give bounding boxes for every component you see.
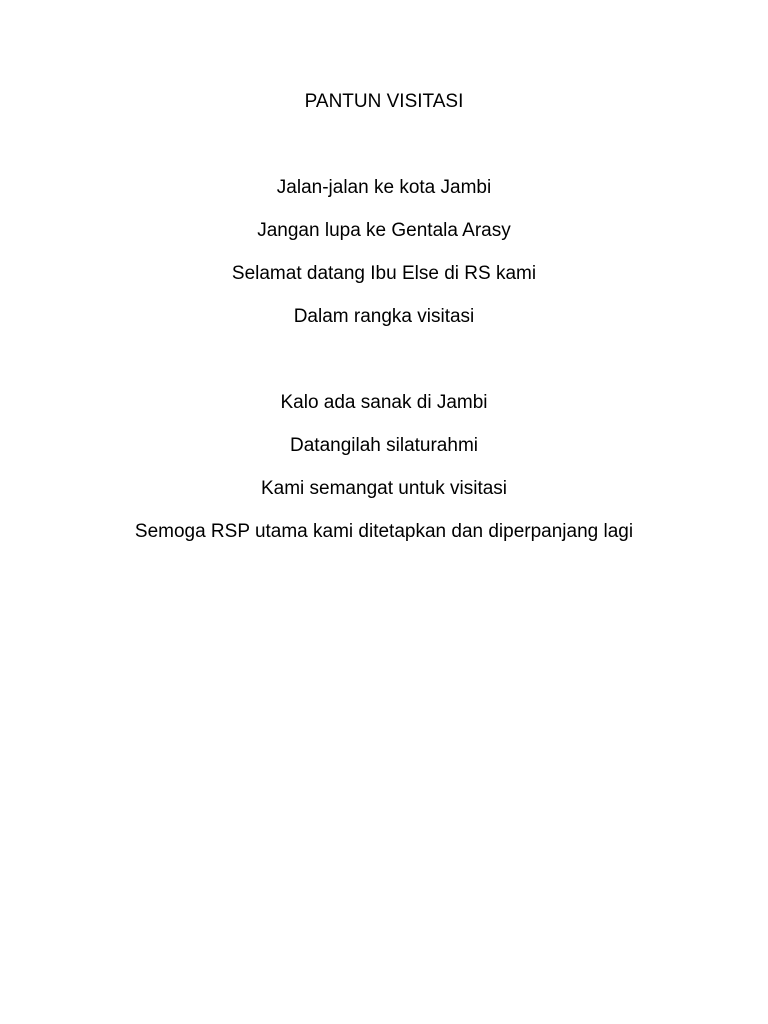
stanza-2-line-1: Kalo ada sanak di Jambi [280, 392, 488, 413]
stanza-1-line-4: Dalam rangka visitasi [293, 306, 475, 327]
stanza-1-line-2: Jangan lupa ke Gentala Arasy [257, 220, 511, 241]
stanza-2-line-3: Kami semangat untuk visitasi [260, 478, 508, 499]
stanza-1-line-1: Jalan-jalan ke kota Jambi [276, 177, 492, 198]
stanza-1-line-3: Selamat datang Ibu Else di RS kami [231, 263, 537, 284]
document-title: PANTUN VISITASI [304, 91, 464, 112]
stanza-2-line-2: Datangilah silaturahmi [290, 435, 478, 456]
stanza-2-line-4: Semoga RSP utama kami ditetapkan dan diperpanjang lagi [134, 521, 634, 542]
